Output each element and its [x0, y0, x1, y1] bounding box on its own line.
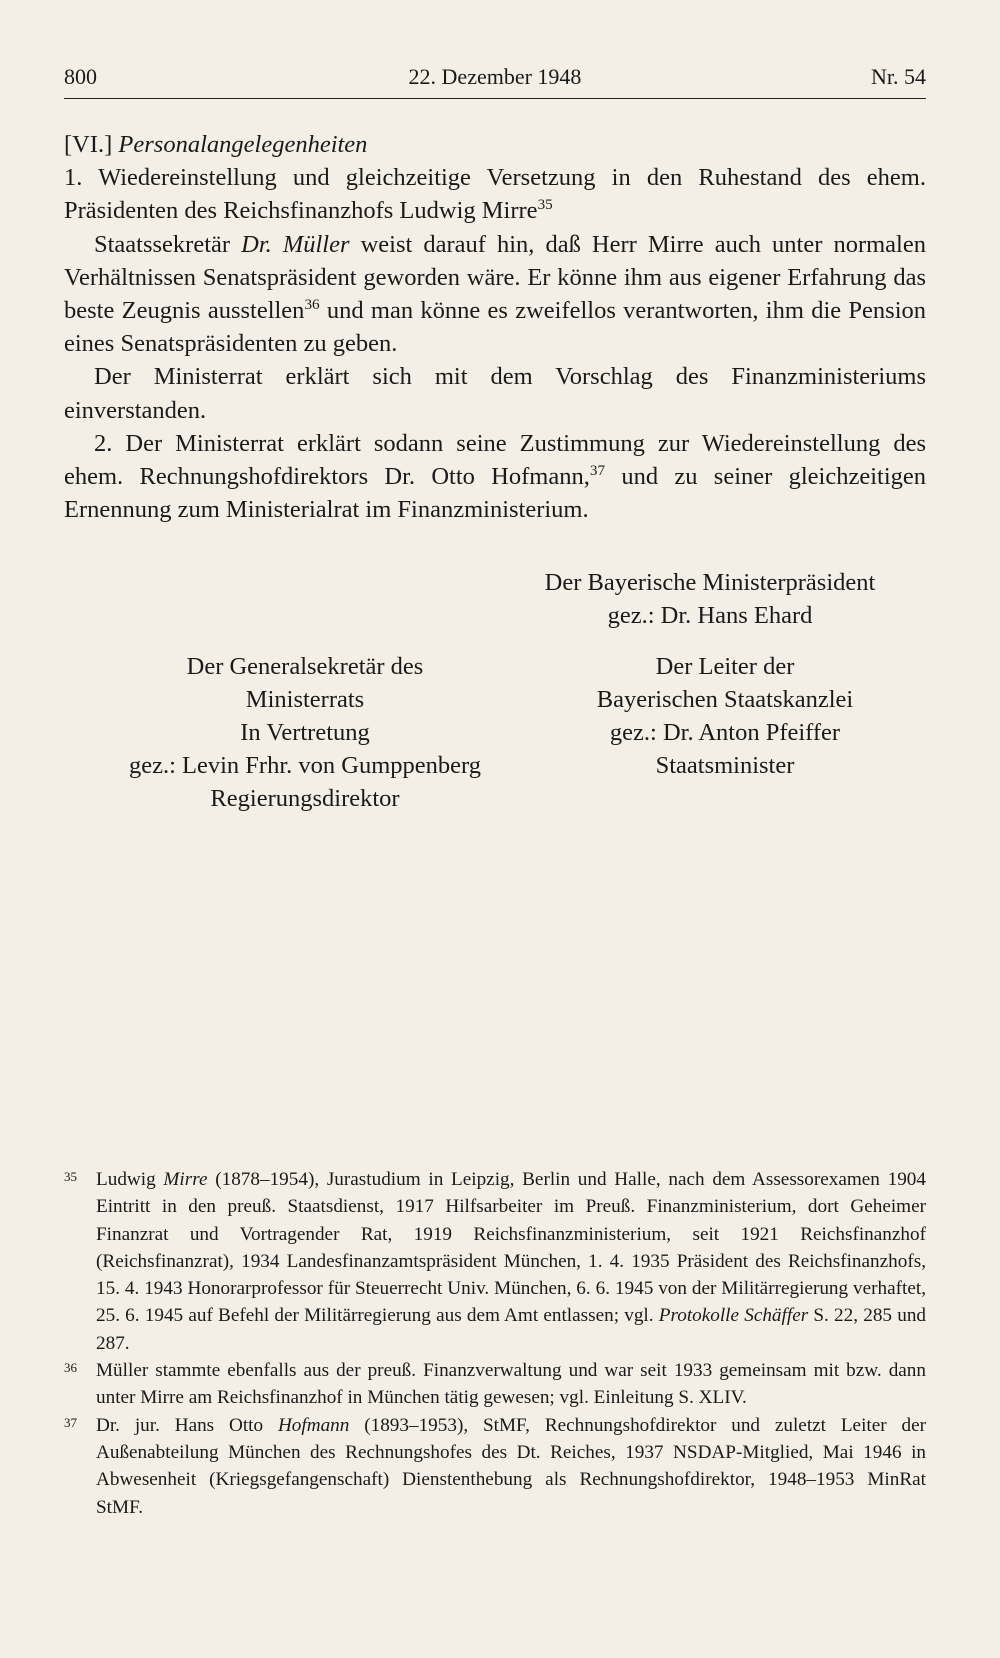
signature-line: gez.: Levin Frhr. von Gumppenberg	[128, 752, 481, 779]
footnote-number: 36	[64, 1360, 77, 1376]
para1-text-c: und man könne es zweifellos verantworten, ihm die Pension eines Senatspräsidenten zu geben.	[64, 297, 926, 358]
section-title: Personalangelegenheiten	[118, 131, 368, 158]
fn37-text-b: (1893–1953), StMF, Rechnungshofdirektor und zuletzt Leiter der Außenabteilung München des Rechnungshofes des Dt. Reiches, 1937 NSDAP-Mitglied, Mai 1946 in Abwesenheit (Kriegsgefangenschaft) Dienstenthebung als Rechnungshofdirektor, 1948–1953 MinRat StMF.	[96, 1414, 926, 1518]
fn37-person-name: Hofmann	[277, 1414, 350, 1436]
footnote-36	[64, 1357, 926, 1412]
signature-line: Der Bayerische Ministerpräsident	[544, 569, 876, 596]
signature-ministerpraesident	[510, 566, 910, 632]
footnote-ref-35: 35	[537, 196, 553, 214]
para1-text-b: weist darauf hin, daß Herr Mirre auch unter normalen Verhältnissen Senatspräsident geworden wäre. Er könne ihm aus eigener Erfahrung das beste Zeugnis ausstellen	[64, 230, 926, 325]
para3-text-b: und zu seiner gleichzeitigen Ernennung zum Ministerialrat im Finanzministerium.	[64, 463, 926, 524]
paragraph-item2	[64, 427, 926, 527]
footnote-number: 37	[64, 1414, 77, 1430]
signature-line: Regierungsdirektor	[210, 785, 400, 812]
signature-line: In Vertretung	[240, 719, 370, 746]
footnote-37	[64, 1412, 926, 1521]
fn35-person-name: Mirre	[163, 1169, 208, 1190]
footnote-ref-37: 37	[589, 461, 606, 479]
section-roman: [VI.]	[64, 131, 113, 158]
signature-line: Staatsminister	[655, 752, 795, 779]
signature-line: gez.: Dr. Hans Ehard	[607, 602, 813, 629]
para1-text-a: Staatssekretär	[94, 230, 242, 258]
header-date: 22. Dezember 1948	[408, 64, 582, 89]
issue-number: Nr. 54	[871, 64, 926, 89]
signature-staatskanzlei	[540, 650, 910, 782]
fn37-text-a: Dr. jur. Hans Otto	[96, 1414, 278, 1436]
signature-line: gez.: Dr. Anton Pfeiffer	[609, 719, 841, 746]
footnotes	[64, 1166, 926, 1521]
fn35-reference-title: Protokolle Schäffer	[658, 1305, 809, 1327]
paragraph-mueller	[64, 228, 926, 361]
paragraph-consent: Der Ministerrat erklärt sich mit dem Vorschlag des Finanzministeriums einverstanden.	[64, 363, 926, 424]
main-text	[64, 128, 926, 526]
running-header	[64, 62, 926, 99]
para3-text-a: 2. Der Ministerrat erklärt sodann seine Zustimmung zur Wiedereinstellung des ehem. Rechnungshofdirektors Dr. Otto Hofmann,	[64, 429, 926, 491]
section-heading	[64, 128, 926, 161]
page-number: 800	[64, 64, 97, 89]
footnote-35	[64, 1166, 926, 1357]
fn36-text: Müller stammte ebenfalls aus der preuß. Finanzverwaltung und war seit 1933 gemeinsam mit bzw. dann unter Mirre am Reichsfinanzhof in München tätig gewesen; vgl. Einleitung S. XLIV.	[96, 1360, 926, 1409]
signature-generalsekretaer	[110, 650, 500, 815]
footnote-ref-36: 36	[304, 295, 320, 313]
signature-line: Der Generalsekretär des	[186, 653, 424, 680]
item1-heading	[64, 161, 926, 227]
signature-line: Ministerrats	[245, 686, 365, 713]
signature-line: Der Leiter der	[655, 653, 795, 680]
fn35-text-c: S. 22, 285 und 287.	[96, 1305, 927, 1354]
signature-line: Bayerischen Staatskanzlei	[596, 686, 854, 713]
item1-heading-text: 1. Wiedereinstellung und gleichzeitige Versetzung in den Ruhestand des ehem. Präsidenten des Reichsfinanzhofs Ludwig Mirre	[64, 164, 926, 225]
person-name-mueller: Dr. Müller	[241, 230, 350, 258]
fn35-text-a: Ludwig	[96, 1169, 164, 1190]
footnote-number: 35	[64, 1169, 77, 1184]
fn35-text-b: (1878–1954), Jurastudium in Leipzig, Berlin und Halle, nach dem Assessorexamen 1904 Eintritt in den preuß. Staatsdienst, 1917 Hilfsarbeiter im Preuß. Finanzministerium, dort Geheimer Finanzrat und Vortragender Rat, 1919 Reichsfinanzministerium, seit 1921 Reichsfinanzhof (Reichsfinanzrat), 1934 Landesfinanzamtspräsident München, 1. 4. 1935 Präsident des Reichsfinanzhofs, 15. 4. 1943 Honorarprofessor für Steuerrecht Univ. München, 6. 6. 1945 von der Militärregierung verhaftet, 25. 6. 1945 auf Befehl der Militärregierung aus dem Amt entlassen; vgl.	[96, 1169, 926, 1327]
